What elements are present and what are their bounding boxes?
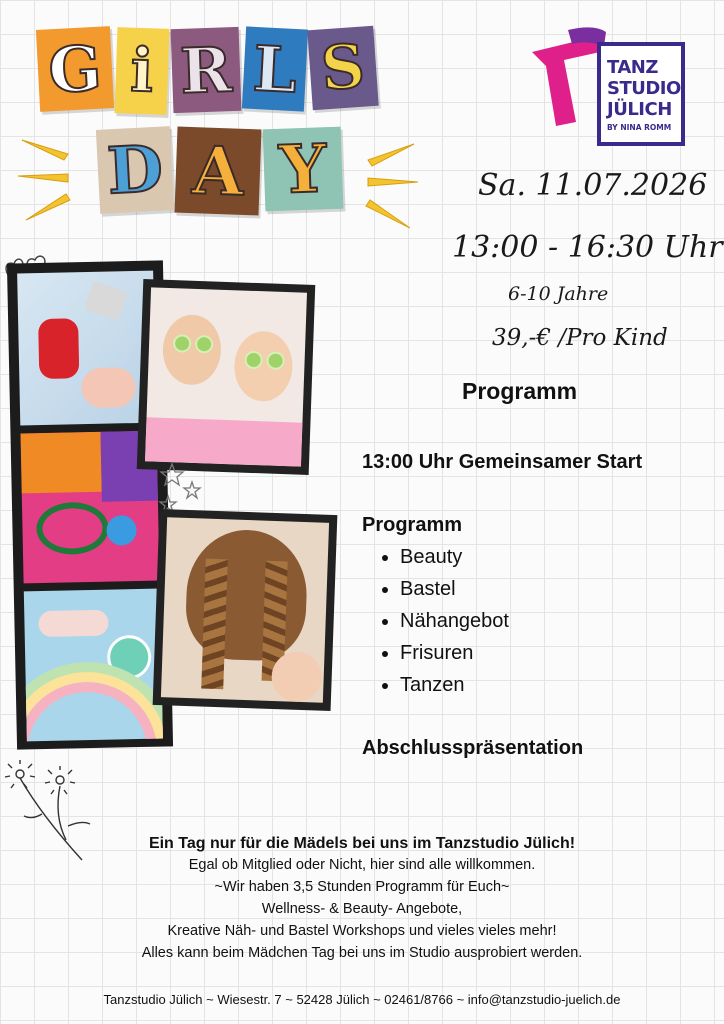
title-day (98, 128, 342, 214)
sparkle-rays-icon (352, 136, 422, 236)
title-letter: L (242, 26, 308, 111)
title-letter: S (307, 26, 378, 110)
description-headline: Ein Tag nur für die Mädels bei uns im Tanzstudio Jülich! (148, 835, 576, 852)
photo-nail-polish (17, 271, 156, 426)
description-line: Wellness- & Beauty- Angebote, (261, 901, 463, 917)
logo-subtext: BY NINA ROMM (607, 122, 672, 132)
description-line: ~Wir haben 3,5 Stunden Programm für Euch~ (214, 879, 510, 895)
logo-text: JÜLICH (607, 98, 672, 120)
program-item: • Nähangebot (400, 605, 509, 637)
photo-frame (137, 279, 316, 475)
program-list (366, 541, 509, 701)
event-price: 39,-€ /Pro Kind (492, 325, 668, 351)
footer-contact: Tanzstudio Jülich ~ Wiesestr. 7 ~ 52428 Jülich ~ 02461/8766 ~ info@tanzstudio-juelich.de (103, 992, 621, 1007)
program-heading: Programm (462, 378, 578, 404)
program-closing: Abschlusspräsentation (362, 737, 584, 759)
photo-braided-hair (161, 517, 329, 703)
event-time: 13:00 - 16:30 Uhr (452, 230, 723, 265)
title-girls (38, 28, 376, 114)
program-item: • Tanzen (400, 669, 509, 701)
description-line: Egal ob Mitglied oder Nicht, hier sind alle willkommen. (188, 857, 536, 873)
logo-text: TANZ (607, 56, 658, 78)
event-date: Sa. 11.07.2026 (478, 168, 708, 203)
title-letter: R (171, 27, 242, 113)
photo-sleep-mask-clock (24, 589, 163, 742)
title-letter: A (175, 127, 262, 216)
program-item: • Beauty (400, 541, 509, 573)
program-start: 13:00 Uhr Gemeinsamer Start (362, 451, 643, 473)
program-item: • Bastel (400, 573, 509, 605)
description-line: Alles kann beim Mädchen Tag bei uns im Studio ausprobiert werden. (141, 945, 583, 961)
photo-frame (153, 509, 338, 711)
title-letter: D (96, 126, 174, 214)
logo-text: STUDIO (607, 77, 681, 99)
sparkle-rays-icon (14, 128, 84, 228)
program-item: • Frisuren (400, 637, 509, 669)
title-letter: G (36, 26, 114, 112)
event-age: 6-10 Jahre (508, 283, 609, 305)
logo (597, 42, 685, 146)
description-line: Kreative Näh- und Bastel Workshops und vieles vieles mehr! (167, 923, 557, 939)
photo-girls-face-masks (145, 287, 307, 466)
title-letter: i (115, 27, 170, 115)
program-subheading: Programm (362, 514, 463, 536)
title-letter: Y (263, 127, 344, 212)
